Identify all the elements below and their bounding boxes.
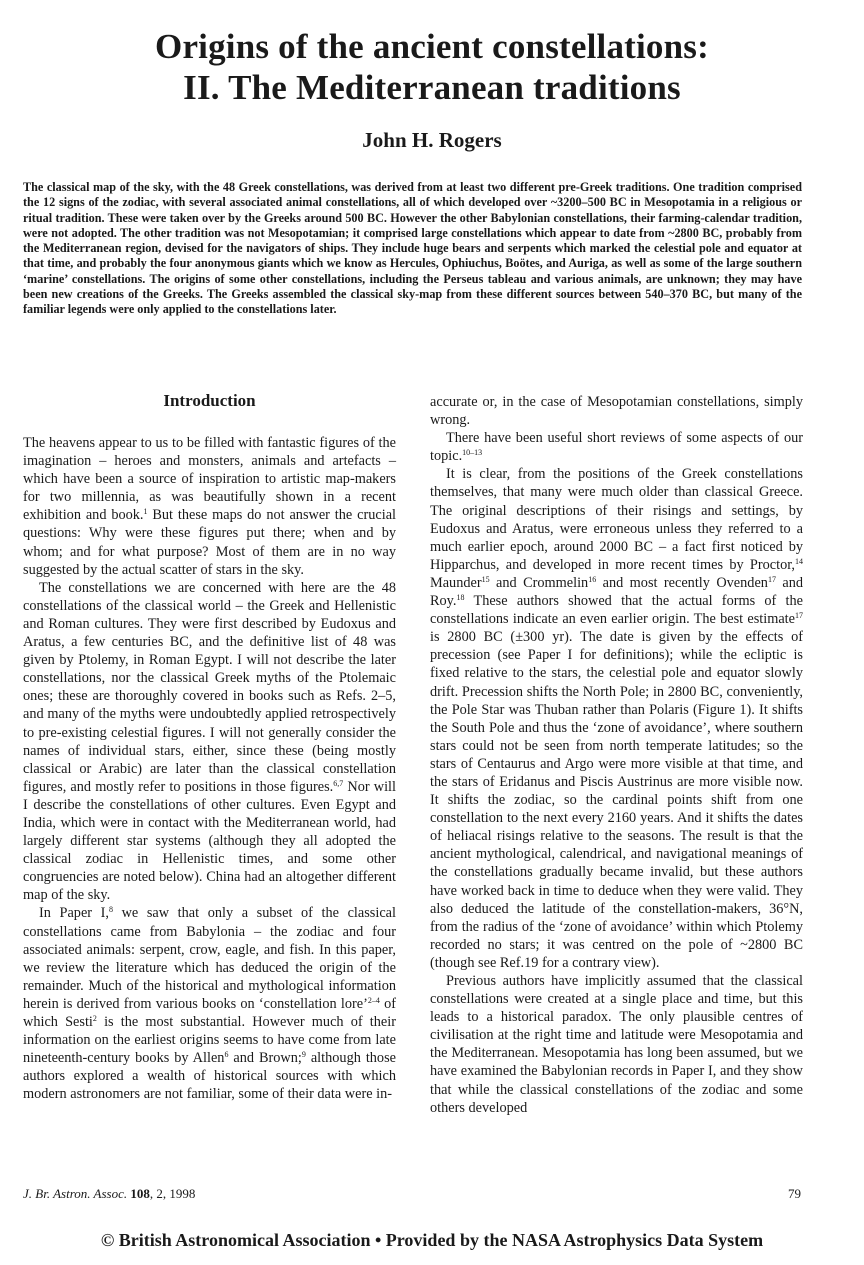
reference-marker[interactable]: 8 (109, 905, 113, 915)
reference-marker[interactable]: 15 (481, 574, 490, 584)
reference-marker[interactable]: 17 (767, 574, 776, 584)
paragraph: accurate or, in the case of Mesopotamian constellations, simply wrong. (430, 394, 803, 429)
reference-marker[interactable]: 18 (456, 593, 465, 603)
journal-issue-year: , 2, 1998 (149, 1186, 196, 1201)
journal-volume: 108 (130, 1186, 150, 1201)
right-column (430, 393, 803, 1117)
paragraph: Previous authors have implicitly assumed that the classical constellations were created at a single place and time, but this leads to a historical paradox. The only plausible centres of civilisation at the right time and latitude were Mesopotamia and the Mediterranean. Mesopotamia has long been assumed, but we have examined the Babylonian records in Paper I, and they show that while the classical constellations of the zodiac and some others developed (430, 973, 803, 1116)
paragraph: There have been useful short reviews of some aspects of our topic.$^{10-13}$ (430, 430, 803, 465)
title-line-1: Origins of the ancient constellations: (155, 27, 709, 66)
reference-marker[interactable]: 6,7 (333, 778, 344, 788)
section-heading-introduction: Introduction (163, 391, 256, 410)
journal-citation (23, 1186, 195, 1202)
page-number: 79 (788, 1186, 801, 1201)
paragraph: The heavens appear to us to be filled with fantastic figures of the imagination – heroes and monsters, animals and artefacts – which have been a source of inspiration to artistic map-makers for two millennia, as was beautifully shown in a recent exhibition and book.$^1$ But these maps do not answer the crucial questions: Why were these figures put there; when and by whom; and for what purpose? Most of them are in no way suggested by the actual scatter of stars in the sky. (23, 435, 397, 578)
reference-marker[interactable]: 1 (143, 507, 148, 517)
journal-name: J. Br. Astron. Assoc. (23, 1186, 128, 1201)
paragraph: It is clear, from the positions of the Greek constellations themselves, that many were much older than classical Greece. The original descriptions of their risings and settings, by Eudoxus and Aratus, were erroneous unless they referred to a much earlier epoch, around 2000 BC – a fact first noticed by Hipparchus, and developed in more recent times by Proctor,$^{14}$ Maunder$^{15}$ and Crommelin$^{16}$ and most recently Ovenden$^{17}$ and Roy.$^{18}$ These authors showed that the actual forms of the constellations indicate an even earlier origin. The best estimate$^{17}$ is 2800 BC (±300 yr). The date is given by the effects of precession (see Paper I for definitions); while the ecliptic is fixed relative to the stars, the celestial pole and equator slowly drift. Precession shifts the North Pole; in 2800 BC, conveniently, the Pole Star was Thuban rather than Polaris (Figure 1). It shifts the South Pole and thus the ‘zone of avoidance’, where southern stars could not be seen from north temperate latitudes; so the stars of Centaurus and Argo were more visible at that time, and the stars of Eridanus and Piscis Austrinus are more visible now. It shifts the zodiac, so the cardinal points shift from one constellation to the next every 2160 years. And it shifts the dates of heliacal risings relative to the seasons. The result is that the ancient mythological, calendrical, and navigational meanings of the constellations gradually became invalid, but these authors have worked back in time to deduce when they were valid. They also deduced the latitude of the constellation-makers, 36°N, from the radius of the ‘zone of avoidance’ within which Ptolemy recorded no stars; it was centred on the pole of ~2800 BC (though see Ref.19 for a contrary view). (430, 466, 804, 971)
reference-marker[interactable]: 10–13 (462, 448, 483, 458)
reference-marker[interactable]: 17 (795, 611, 803, 621)
reference-marker[interactable]: 2–4 (367, 995, 380, 1005)
reference-marker[interactable]: 14 (795, 556, 803, 566)
paper-title (0, 26, 864, 108)
reference-marker[interactable]: 16 (588, 574, 597, 584)
title-line-2: II. The Mediterranean traditions (183, 68, 681, 107)
reference-marker[interactable]: 6 (224, 1050, 229, 1060)
reference-marker[interactable]: 9 (301, 1050, 306, 1060)
reference-marker[interactable]: 2 (92, 1014, 97, 1023)
copyright-banner: © British Astronomical Association • Provided by the NASA Astrophysics Data System (100, 1230, 764, 1250)
paragraph: The constellations we are concerned with here are the 48 constellations of the classical world – the Greek and Hellenistic and Roman cultures. They were first described by Eudoxus and Aratus, a few centuries BC, and the definitive list of 48 was given by Ptolemy, in Roman Egypt. I will not describe the later constellations, nor the classical Greek myths of the Ptolemaic ones; these are thoroughly covered in books such as Refs. 2–5, and many of the myths were undoubtedly applied retrospectively to pre-existing celestial figures. I will not generally consider the names of individual stars, either, since these (being mostly classical or Arabic) are later than the classical constellation figures, and mostly refer to positions in those figures.$^{6,7}$ Nor will I describe the constellations of other cultures. Even Egypt and India, which were in contact with the Mediterranean world, had largely different star systems (although they all adopted the classical zodiac in Hellenistic times, and some other congruencies are noted below). China had an altogether different map of the sky. (23, 579, 396, 904)
abstract: The classical map of the sky, with the 48 Greek constellations, was derived from at least two different pre-Greek traditions. One tradition comprised the 12 signs of the zodiac, with several associated animal constellations, all of which developed over ~3200–500 BC in Mesopotamia in a religious or ritual tradition. These were taken over by the Greeks around 500 BC. However the other Babylonian constellations, their farming-calendar tradition, were not adopted. The other tradition was not Mesopotamian; it comprised large constellations which appear to date from ~2800 BC, probably from the Mediterranean region, devised for the navigators of ships. They include huge bears and serpents which marked the celestial pole and equator at that time, and probably the four anonymous giants which we know as Hercules, Ophiuchus, Boötes, and Auriga, as well as some of the large southern ‘marine’ constellations. The origins of some other constellations, including the Perseus tableau and various animals, are unknown; they may have been new creations of the Greeks. The Greeks assembled the classical sky-map from these different sources between 540–370 BC, but many of the familiar legends were only applied to the constellations later. (23, 180, 802, 317)
left-column (23, 392, 396, 1103)
paragraph: In Paper I,$^8$ we saw that only a subset of the classical constellations came from Babylonia – the zodiac and four associated animals: serpent, crow, eagle, and fish. In this paper, we review the literature which has deduced the origin of the remainder. Much of the historical and mythological information herein is derived from various books on ‘constellation lore’$^{2-4}$ of which Sesti$^2$ is the most substantial. However much of their information on the earliest origins seems to have come from late nineteenth-century books by Allen$^6$ and Brown;$^9$ although those authors explored a wealth of historical sources with which modern astronomers are not familiar, some of their data were in- (23, 905, 397, 1103)
author-name: John H. Rogers (362, 128, 502, 152)
